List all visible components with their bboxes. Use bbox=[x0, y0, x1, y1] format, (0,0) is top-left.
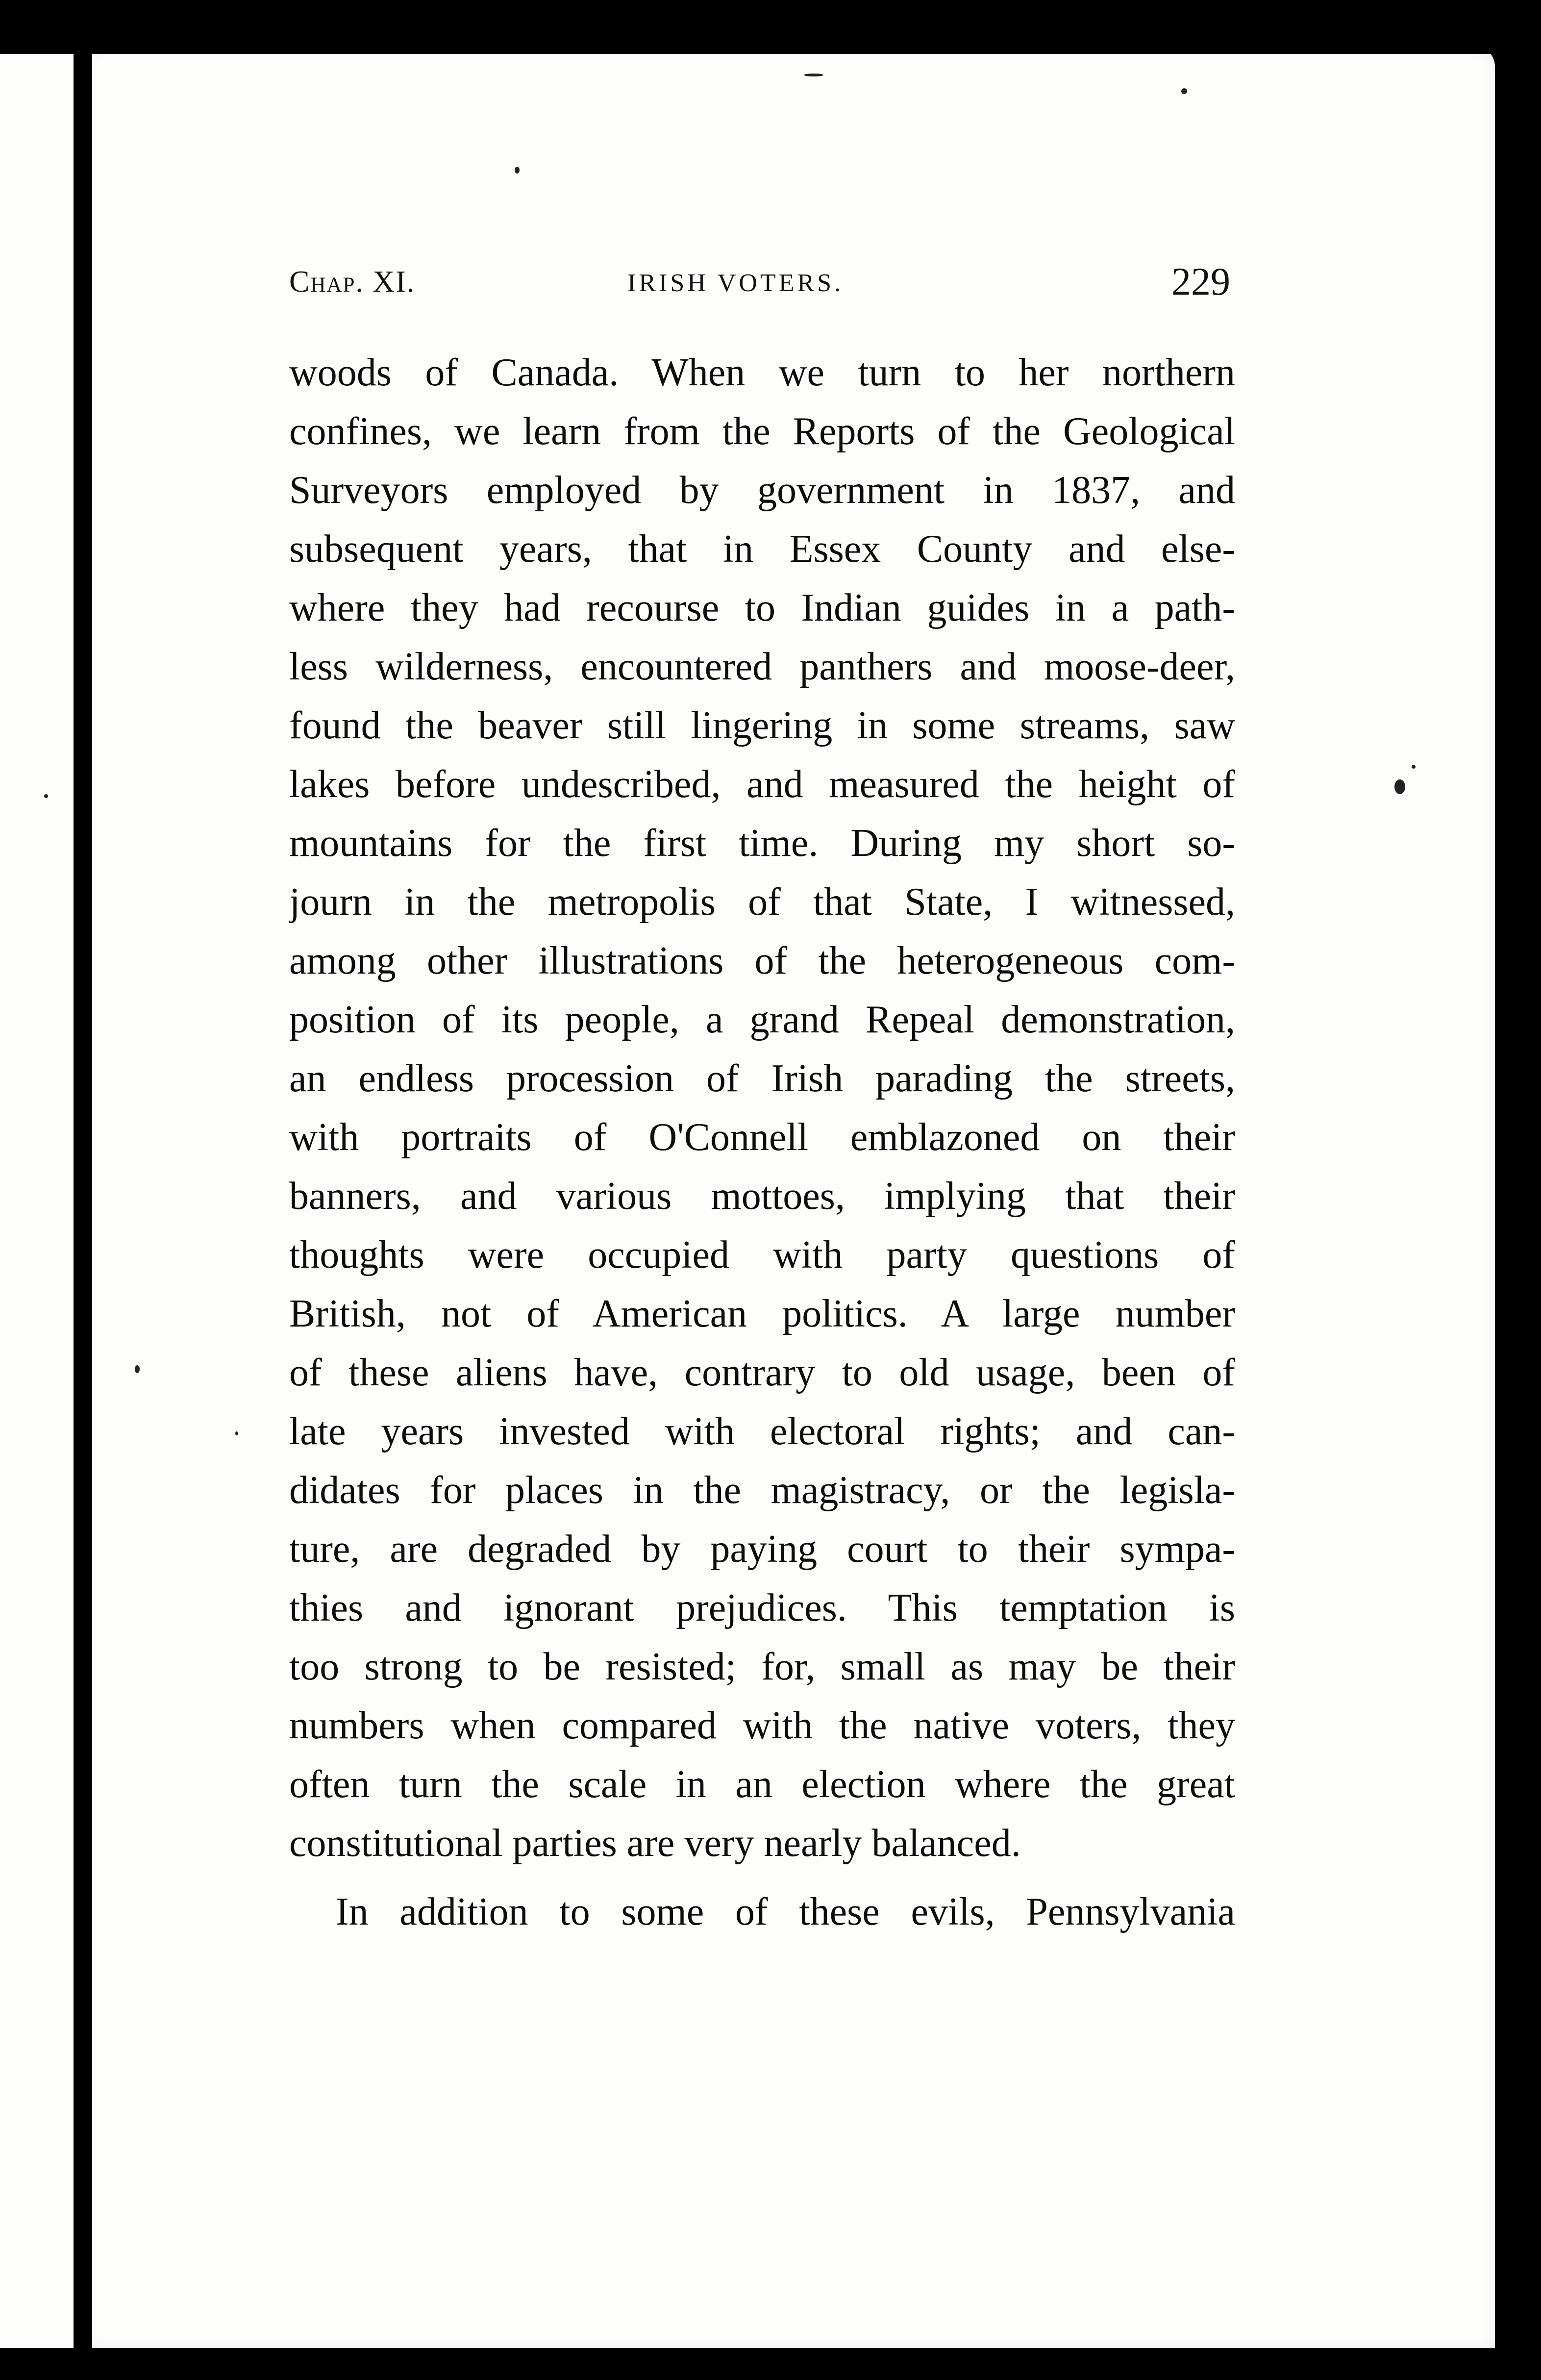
scan-border-top bbox=[0, 0, 1541, 54]
text-line: banners, and various mottoes, implying that their bbox=[289, 1175, 1235, 1218]
paragraph bbox=[289, 343, 1235, 1873]
paragraph-spacer bbox=[289, 1873, 1235, 1882]
text-line: subsequent years, that in Essex County and else- bbox=[289, 527, 1235, 571]
scan-speck bbox=[1181, 88, 1187, 94]
scan-speck bbox=[235, 1431, 238, 1435]
text-line: among other illustrations of the heterogeneous com- bbox=[289, 939, 1235, 982]
running-header bbox=[289, 260, 1230, 324]
scan-speck bbox=[1394, 779, 1405, 794]
text-line: too strong to be resisted; for, small as may be their bbox=[289, 1645, 1235, 1688]
text-line: Surveyors employed by government in 1837, and bbox=[289, 469, 1235, 512]
text-line: an endless procession of Irish parading the streets, bbox=[289, 1057, 1235, 1100]
body-text bbox=[289, 343, 1235, 1941]
scan-speck bbox=[44, 794, 48, 798]
scan-speck bbox=[804, 74, 823, 76]
text-line: ture, are degraded by paying court to their sympa- bbox=[289, 1528, 1235, 1571]
text-line: less wilderness, encountered panthers and moose-deer, bbox=[289, 645, 1235, 688]
scan-speck bbox=[1412, 765, 1416, 769]
text-line: found the beaver still lingering in some streams, saw bbox=[289, 704, 1235, 747]
text-line: numbers when compared with the native voters, they bbox=[289, 1704, 1235, 1747]
scan-speck bbox=[135, 1365, 140, 1373]
scan-speck bbox=[515, 167, 520, 174]
text-line: often turn the scale in an election where the great bbox=[289, 1763, 1235, 1806]
text-line: position of its people, a grand Repeal demonstration, bbox=[289, 998, 1235, 1041]
chapter-label: Chap. XI. bbox=[289, 265, 416, 299]
page-number: 229 bbox=[1171, 260, 1230, 303]
text-line: mountains for the first time. During my short so- bbox=[289, 822, 1235, 865]
scan-border-right bbox=[1495, 0, 1541, 2380]
paragraph bbox=[289, 1882, 1235, 1941]
text-line: British, not of American politics. A large number bbox=[289, 1292, 1235, 1335]
running-title: IRISH VOTERS. bbox=[627, 269, 844, 297]
text-line: thoughts were occupied with party questions of bbox=[289, 1233, 1235, 1277]
text-line: late years invested with electoral rights; and can- bbox=[289, 1410, 1235, 1453]
text-line: In addition to some of these evils, Pennsylvania bbox=[336, 1890, 1235, 1933]
text-line: confines, we learn from the Reports of the Geological bbox=[289, 410, 1235, 453]
text-line: didates for places in the magistracy, or the legisla- bbox=[289, 1469, 1235, 1512]
text-line: thies and ignorant prejudices. This temptation is bbox=[289, 1586, 1235, 1629]
text-line: with portraits of O'Connell emblazoned on their bbox=[289, 1116, 1235, 1159]
scan-border-bottom bbox=[0, 2348, 1541, 2380]
text-line: lakes before undescribed, and measured the height of bbox=[289, 763, 1235, 806]
text-line: constitutional parties are very nearly balanced. bbox=[289, 1822, 1021, 1865]
page-left-margin bbox=[0, 0, 86, 2380]
text-line: of these aliens have, contrary to old usage, been of bbox=[289, 1351, 1235, 1394]
text-line: where they had recourse to Indian guides in a path- bbox=[289, 586, 1235, 629]
text-line: journ in the metropolis of that State, I witnessed, bbox=[289, 880, 1235, 924]
text-line: woods of Canada. When we turn to her northern bbox=[289, 351, 1235, 394]
book-spine-shadow bbox=[74, 44, 92, 2380]
